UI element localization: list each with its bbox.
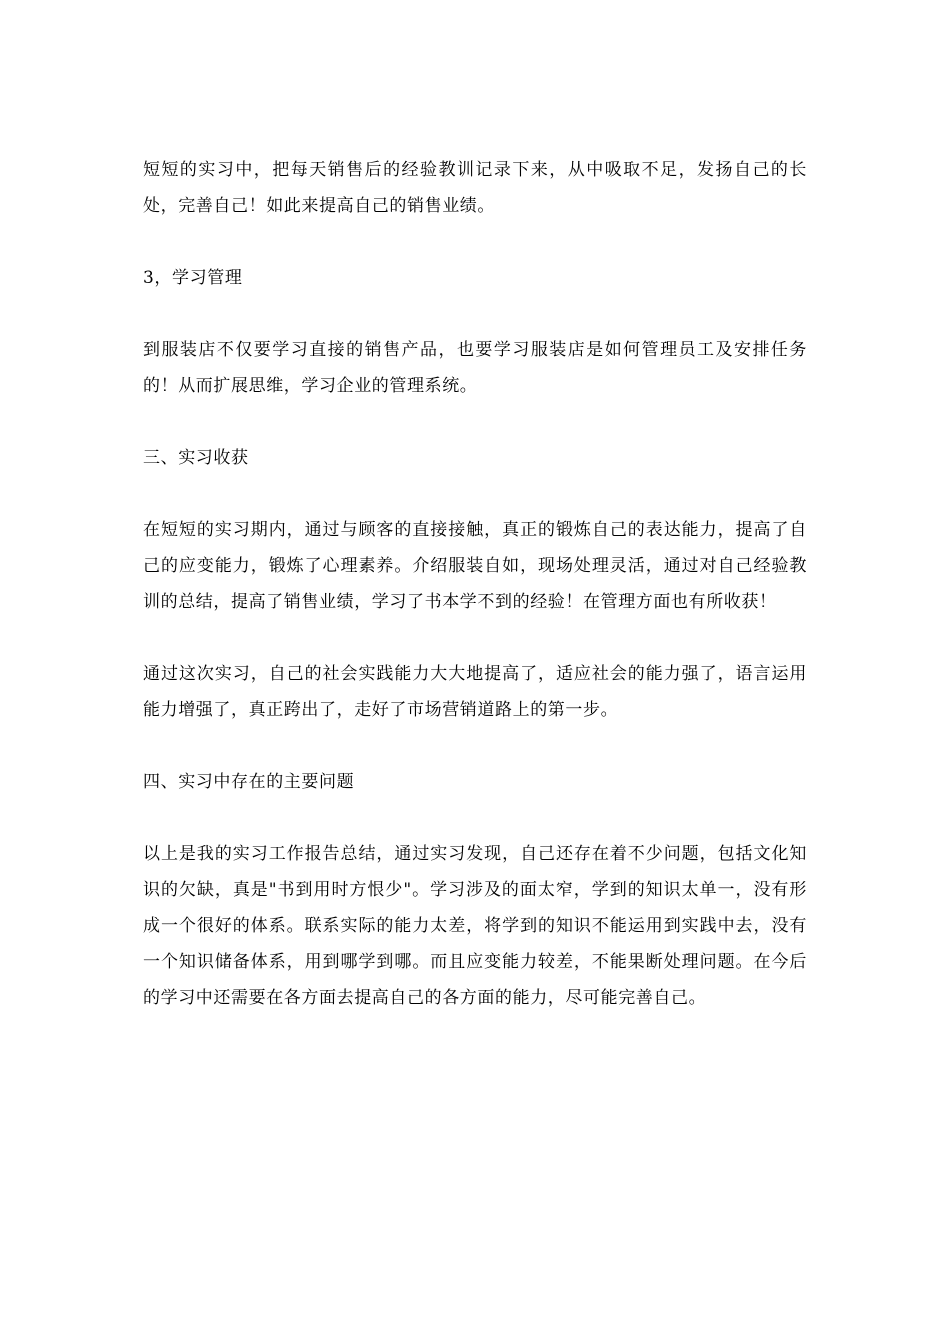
heading-main-problems: 四、实习中存在的主要问题	[143, 772, 355, 792]
paragraph-learn-management: 到服装店不仅要学习直接的销售产品，也要学习服装店是如何管理员工及安排任务的！从而扩展思维，学习企业的管理系统。	[143, 340, 807, 396]
paragraph-main-problems: 以上是我的实习工作报告总结，通过实习发现，自己还存在着不少问题，包括文化知识的欠缺，真是"书到用时方恨少"。学习涉及的面太窄，学到的知识太单一，没有形成一个很好的体系。联系实际的能力太差，将学到的知识不能运用到实践中去，没有一个知识储备体系，用到哪学到哪。而且应变能力较差，不能果断处理问题。在今后的学习中还需要在各方面去提高自己的各方面的能力，尽可能完善自己。	[143, 844, 807, 1008]
paragraph-sales-record: 短短的实习中，把每天销售后的经验教训记录下来，从中吸取不足，发扬自己的长处，完善自己！如此来提高自己的销售业绩。	[143, 160, 807, 216]
heading-learn-management: 3，学习管理	[143, 268, 243, 288]
paragraph-practice-ability: 通过这次实习，自己的社会实践能力大大地提高了，适应社会的能力强了，语言运用能力增强了，真正跨出了，走好了市场营销道路上的第一步。	[143, 664, 807, 720]
document-body	[143, 152, 807, 1052]
paragraph-internship-gains: 在短短的实习期内，通过与顾客的直接接触，真正的锻炼自己的表达能力，提高了自己的应变能力，锻炼了心理素养。介绍服装自如，现场处理灵活，通过对自己经验教训的总结，提高了销售业绩，学习了书本学不到的经验！在管理方面也有所收获！	[143, 520, 807, 612]
heading-internship-gains: 三、实习收获	[143, 448, 249, 468]
